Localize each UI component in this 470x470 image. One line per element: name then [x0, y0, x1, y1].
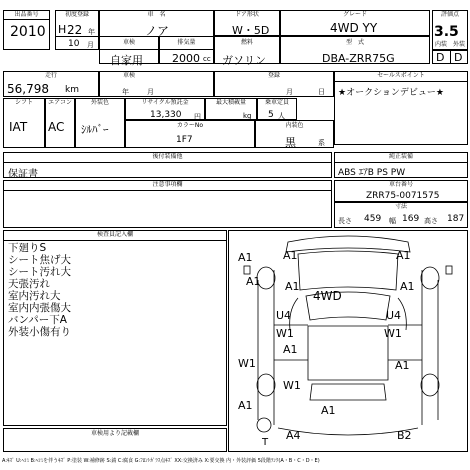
recycle-unit: 円: [194, 113, 201, 121]
reg-day-unit: 日: [318, 88, 325, 96]
exterior-score: D: [454, 51, 463, 64]
sales-point-header: セールスポイント: [334, 71, 468, 82]
displacement: 2000: [172, 52, 200, 65]
damage-front-center: A1: [283, 249, 298, 262]
lot-header: 出品番号: [3, 10, 50, 20]
door-header: ドア形状: [235, 11, 259, 18]
std-equipment: ABS ｴｱB PS PW: [338, 168, 406, 178]
lot-number: 2010: [10, 24, 46, 40]
ac-header: エアコン: [48, 99, 72, 106]
damage-hood-left: A1: [285, 280, 300, 293]
color-header: 外装色: [90, 99, 109, 106]
len: 459: [364, 214, 382, 224]
inspector-note: バンパー下A: [8, 314, 67, 326]
year-unit: 年: [88, 28, 95, 36]
fuel-header: 燃料: [240, 39, 253, 46]
dims-header: 寸法: [394, 203, 407, 210]
inspector-note: 下廻りS: [8, 242, 47, 254]
inspect-year-unit: 年: [122, 88, 129, 96]
inspect-header: 車検: [122, 39, 135, 46]
color-no-header: カラーNo: [176, 122, 204, 129]
badge-4wd: 4WD: [313, 289, 342, 303]
sales-point-cell: [334, 71, 468, 145]
len-label: 長さ: [338, 217, 352, 225]
model-header: 型 式: [345, 39, 364, 46]
capacity-header: 乗車定員: [264, 99, 289, 106]
damage-rear-bumper-right: B2: [397, 429, 412, 442]
inspector-note: 外装小傷有り: [8, 326, 71, 338]
inspect-month-unit: 月: [147, 88, 154, 96]
grade: 4WD YY: [330, 21, 378, 35]
sales-point: ★オークションデビュー★: [338, 88, 444, 98]
mileage: 56,798: [7, 82, 49, 96]
door-type: W・5D: [232, 24, 270, 37]
frame-number: ZRR75-0071575: [366, 191, 440, 201]
seller-header: 車検用より記載欄: [90, 430, 139, 437]
std-header: 純正装備: [334, 152, 468, 163]
inspector-note: 天張汚れ: [8, 278, 50, 290]
frame-header: 車台番号: [388, 181, 413, 188]
height: 187: [447, 214, 465, 224]
damage-rear-left-door: A1: [283, 343, 298, 356]
damage-hood-right: A1: [400, 280, 415, 293]
inspector-note: シート焦げ大: [8, 254, 71, 266]
inspector-notes: [8, 242, 71, 338]
damage-front-left-corner: A1: [238, 251, 253, 264]
score-header: 評価点: [440, 11, 459, 18]
capacity-unit: 人: [278, 112, 285, 120]
reg-month-unit: 月: [286, 88, 293, 96]
displacement-header: 排気量: [177, 39, 196, 46]
damage-rear-bumper: A4: [286, 429, 301, 442]
legend: A:ｷｽﾞ U:ﾍｺﾐ B:ﾍｺﾐを伴うｷｽﾞ P:塗装 W:補修跡 S:錆 C:腐食 G:ﾌﾛﾝﾄｶﾞﾗｽ点ｷｽﾞ XX:交換済み X:要交換 内・外装評価 5段階ﾗﾝｸ(A・B・C・D・E): [2, 458, 320, 464]
month-unit: 月: [87, 41, 94, 49]
load-header: 最大積載量: [215, 99, 246, 106]
option-header: 後付装備他: [3, 152, 332, 163]
spare-tire: T: [262, 437, 269, 448]
load-unit: kg: [243, 112, 252, 120]
damage-right-w1: W1: [283, 379, 301, 392]
model-code: DBA-ZRR75G: [322, 52, 395, 65]
reg-date-header: 登録: [267, 72, 280, 79]
notes-header: 注意事項欄: [3, 180, 332, 191]
color-no: 1F7: [176, 135, 193, 145]
damage-right-door: W1: [384, 327, 402, 340]
car-name: ノア: [145, 24, 170, 38]
ac: AC: [48, 120, 65, 134]
interior-color: 黒: [285, 136, 296, 149]
name-header: 車 名: [147, 11, 166, 18]
score: 3.5: [434, 24, 459, 40]
interior-color-header: 内装色: [285, 122, 304, 129]
int-ext-header: 内装 外装: [434, 41, 465, 48]
damage-left-quarter: W1: [238, 357, 256, 370]
width-label: 幅: [389, 217, 396, 225]
inspector-note: 室内内張傷大: [8, 302, 71, 314]
shift-header: シフト: [14, 99, 33, 106]
mileage-unit: km: [65, 85, 79, 95]
inspector-note: 室内汚れ大: [8, 290, 61, 302]
damage-front-right-corner: A1: [396, 249, 411, 262]
exterior-color: ｼﾙﾊﾞｰ: [81, 123, 109, 136]
height-label: 高さ: [424, 217, 438, 225]
interior-color-unit: 系: [318, 139, 325, 147]
recycle-header: リサイクル預託金: [141, 99, 189, 106]
inspect-use: 自家用: [110, 54, 143, 67]
recycle-fee: 13,330: [150, 110, 182, 120]
grade-header: グレード: [342, 11, 367, 18]
capacity: 5: [268, 110, 274, 120]
inspector-note: シート汚れ大: [8, 266, 71, 278]
shift: IAT: [9, 120, 28, 134]
mileage-header: 走行: [44, 72, 57, 79]
damage-front-left-door: A1: [246, 275, 261, 288]
damage-trunk: A1: [321, 404, 336, 417]
damage-rear-left-w1: W1: [276, 327, 294, 340]
divider: [450, 50, 451, 64]
era: H: [58, 23, 67, 36]
inspect-date-header: 車検: [122, 72, 135, 79]
damage-left-quarter-a1: A1: [395, 359, 410, 372]
first-reg-header: 初度登録: [64, 11, 89, 18]
displacement-unit: cc: [203, 55, 211, 63]
damage-left-fender: U4: [276, 309, 292, 322]
car-diagram: [228, 230, 468, 452]
year: 22: [67, 23, 83, 37]
option: 保証書: [8, 169, 38, 180]
damage-rear-left-low: A1: [238, 399, 253, 412]
divider: [55, 36, 99, 37]
interior-score: D: [436, 51, 445, 64]
width: 169: [402, 214, 420, 224]
inspector-header: 検査員記入欄: [3, 230, 227, 241]
fuel: ガソリン: [222, 54, 266, 67]
damage-right-fender: U4: [386, 309, 402, 322]
month: 10: [68, 39, 80, 49]
